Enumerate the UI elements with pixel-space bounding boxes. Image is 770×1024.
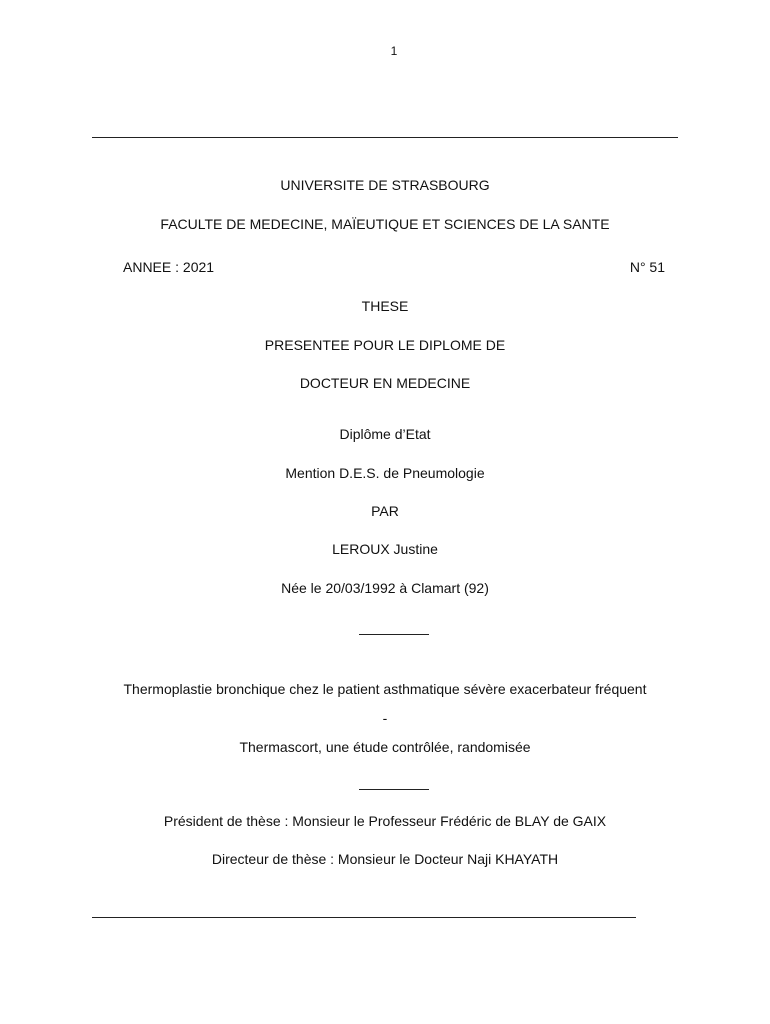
these-heading: THESE — [361, 298, 409, 314]
thesis-number: N° 51 — [629, 259, 665, 275]
presentee-line: PRESENTEE POUR LE DIPLOME DE — [264, 337, 506, 353]
thesis-title-line1: Thermoplastie bronchique chez le patient asthmatique sévère exacerbateur fréquent — [123, 681, 647, 697]
thesis-title-line2: Thermascort, une étude contrôlée, randomisée — [239, 739, 531, 755]
separator-rule — [359, 789, 429, 790]
author-name: LEROUX Justine — [332, 541, 438, 557]
docteur-line: DOCTEUR EN MEDECINE — [299, 375, 471, 391]
page-number: 1 — [390, 44, 398, 58]
thesis-title-dash: - — [382, 710, 388, 726]
separator-rule — [359, 634, 429, 635]
diplome-line: Diplôme d’Etat — [339, 426, 431, 442]
university-name: UNIVERSITE DE STRASBOURG — [280, 177, 490, 193]
president-line: Président de thèse : Monsieur le Professeur Frédéric de BLAY de GAIX — [163, 813, 607, 829]
par-line: PAR — [371, 503, 399, 519]
bottom-rule — [92, 917, 636, 918]
faculty-name: FACULTE DE MEDECINE, MAÏEUTIQUE ET SCIENCES DE LA SANTE — [160, 216, 610, 232]
academic-year: ANNEE : 2021 — [123, 259, 215, 275]
mention-line: Mention D.E.S. de Pneumologie — [285, 465, 485, 481]
top-rule — [92, 137, 678, 138]
birth-line: Née le 20/03/1992 à Clamart (92) — [281, 580, 489, 596]
director-line: Directeur de thèse : Monsieur le Docteur Naji KHAYATH — [211, 851, 559, 867]
